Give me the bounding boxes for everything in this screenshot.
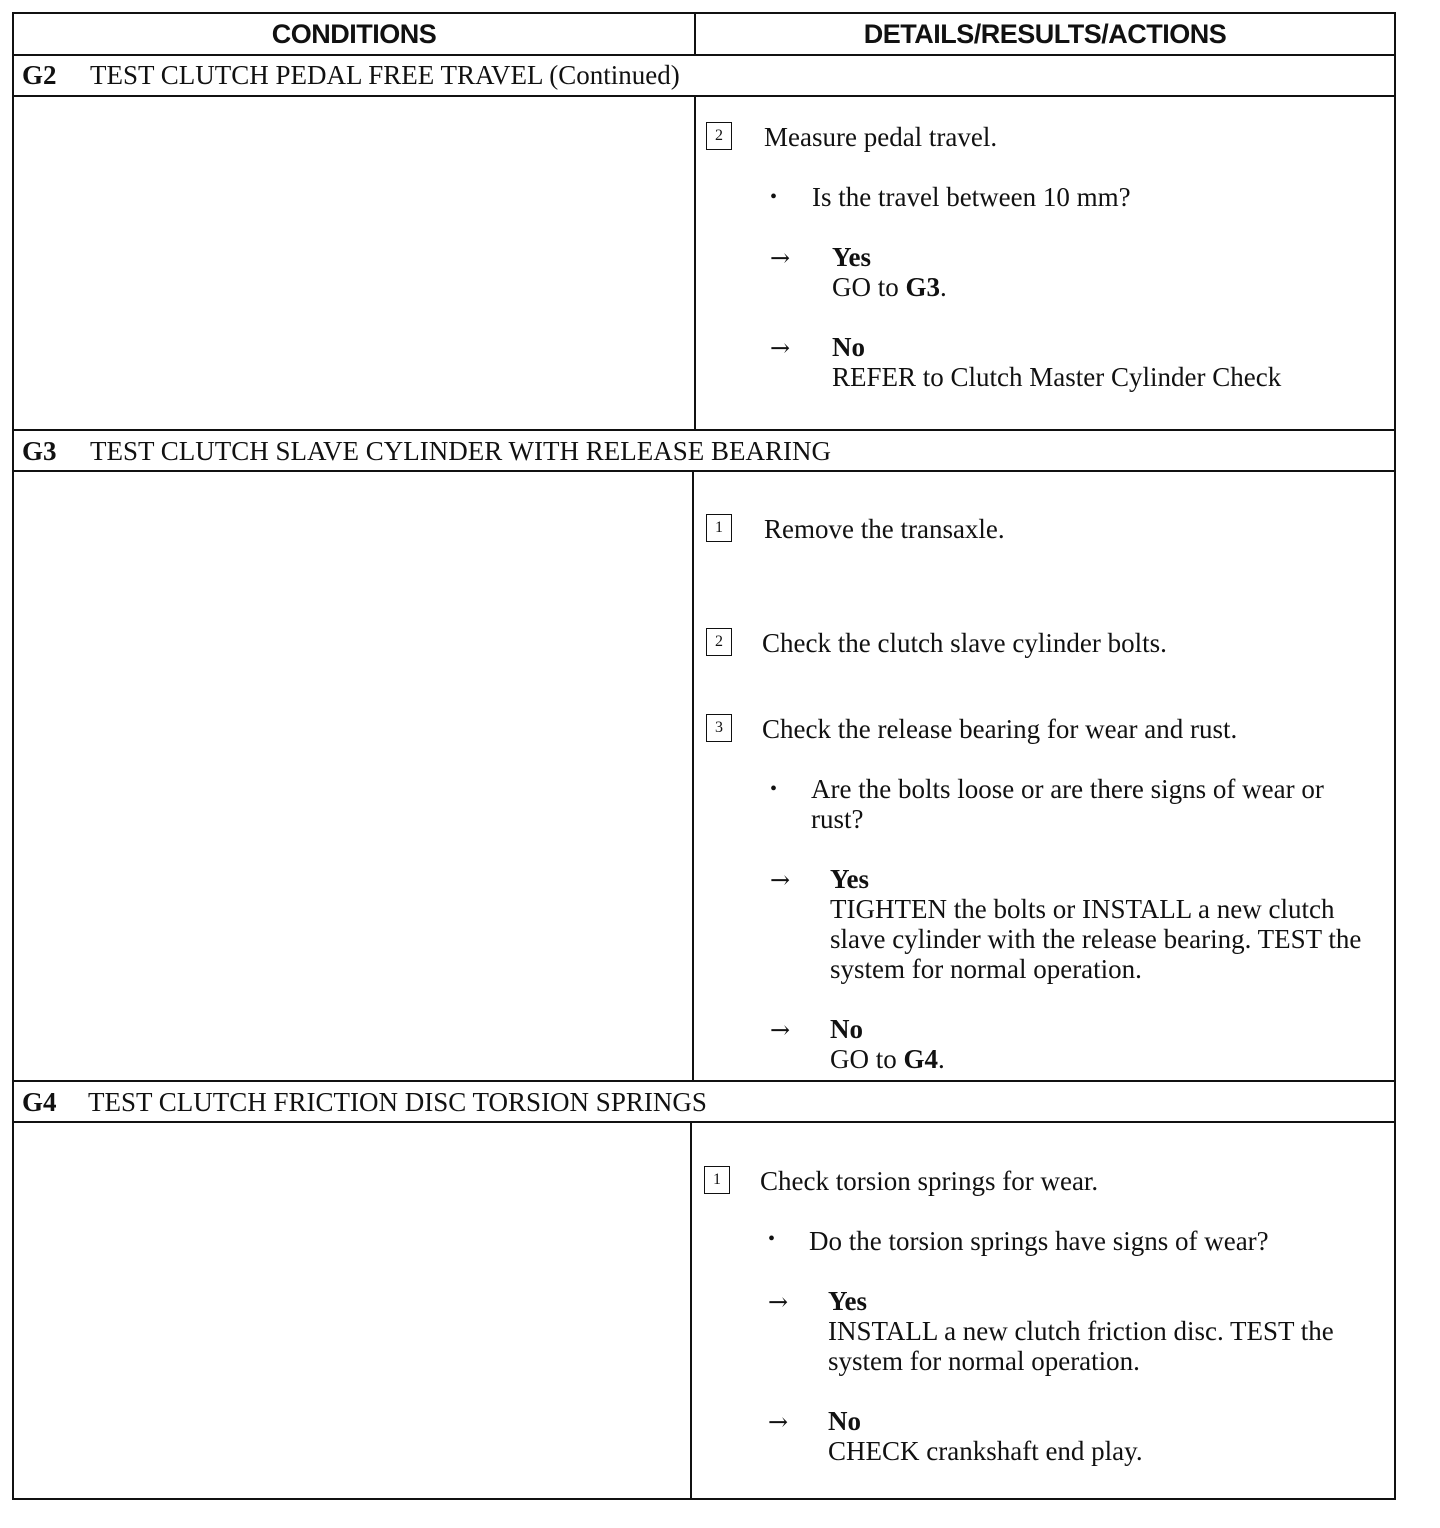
arrow-right-icon: → [768, 1288, 789, 1316]
step-number-box: 3 [706, 714, 732, 742]
step-text: Check torsion springs for wear. [760, 1166, 1099, 1196]
bullet-icon: • [770, 186, 778, 208]
step-number-box: 1 [704, 1166, 730, 1194]
column-divider [690, 1122, 692, 1500]
no-action: REFER to Clutch Master Cylinder Check [832, 362, 1282, 392]
yes-action: TIGHTEN the bolts or INSTALL a new clutch slave cylinder with the release bearing. TEST the system for normal operation. [830, 894, 1362, 984]
diagnostic-table [12, 12, 1396, 1500]
yes-action: INSTALL a new clutch friction disc. TEST the system for normal operation. [828, 1316, 1334, 1376]
section-title: TEST CLUTCH PEDAL FREE TRAVEL (Continued) [90, 60, 680, 90]
action-text: GO to [830, 1044, 904, 1074]
step-number-box: 2 [706, 628, 732, 656]
rule [14, 95, 1394, 97]
section-title: TEST CLUTCH FRICTION DISC TORSION SPRINGS [88, 1087, 707, 1117]
arrow-right-icon: → [770, 334, 791, 362]
column-divider [694, 96, 696, 430]
column-divider [692, 471, 694, 1081]
column-header-conditions: CONDITIONS [271, 19, 437, 49]
yes-action [832, 272, 947, 302]
arrow-right-icon: → [770, 244, 791, 272]
yes-label: Yes [830, 864, 869, 894]
step-reference-link[interactable]: G4 [903, 1044, 939, 1074]
rule [14, 1121, 1394, 1123]
no-action [830, 1044, 945, 1074]
no-label: No [828, 1406, 861, 1436]
section-title: TEST CLUTCH SLAVE CYLINDER WITH RELEASE BEARING [90, 436, 831, 466]
action-text: . [940, 272, 947, 302]
yes-label: Yes [828, 1286, 867, 1316]
step-reference-link[interactable]: G3 [905, 272, 941, 302]
step-text: Measure pedal travel. [764, 122, 998, 152]
action-text: . [938, 1044, 945, 1074]
question-text: Do the torsion springs have signs of wear? [809, 1226, 1269, 1256]
arrow-right-icon: → [768, 1408, 789, 1436]
bullet-icon: • [770, 778, 778, 800]
step-text: Check the clutch slave cylinder bolts. [762, 628, 1167, 658]
rule [14, 470, 1394, 472]
section-id: G2 [22, 60, 57, 90]
question-text: Is the travel between 10 mm? [812, 182, 1131, 212]
header-divider [694, 14, 696, 54]
section-id: G3 [22, 436, 57, 466]
action-text: GO to [832, 272, 906, 302]
step-number-box: 2 [706, 122, 732, 150]
step-text: Check the release bearing for wear and rust. [762, 714, 1238, 744]
question-text: Are the bolts loose or are there signs of wear or rust? [811, 774, 1324, 834]
no-action: CHECK crankshaft end play. [828, 1436, 1143, 1466]
yes-label: Yes [832, 242, 871, 272]
arrow-right-icon: → [770, 866, 791, 894]
no-label: No [832, 332, 865, 362]
section-header-g2 [22, 55, 680, 95]
column-header-details: DETAILS/RESULTS/ACTIONS [863, 19, 1227, 49]
no-label: No [830, 1014, 863, 1044]
section-id: G4 [22, 1087, 57, 1117]
arrow-right-icon: → [770, 1016, 791, 1044]
bullet-icon: • [768, 1228, 776, 1250]
section-header-g4 [22, 1082, 707, 1122]
step-text: Remove the transaxle. [764, 514, 1005, 544]
section-header-g3 [22, 431, 831, 471]
step-number-box: 1 [706, 514, 732, 542]
